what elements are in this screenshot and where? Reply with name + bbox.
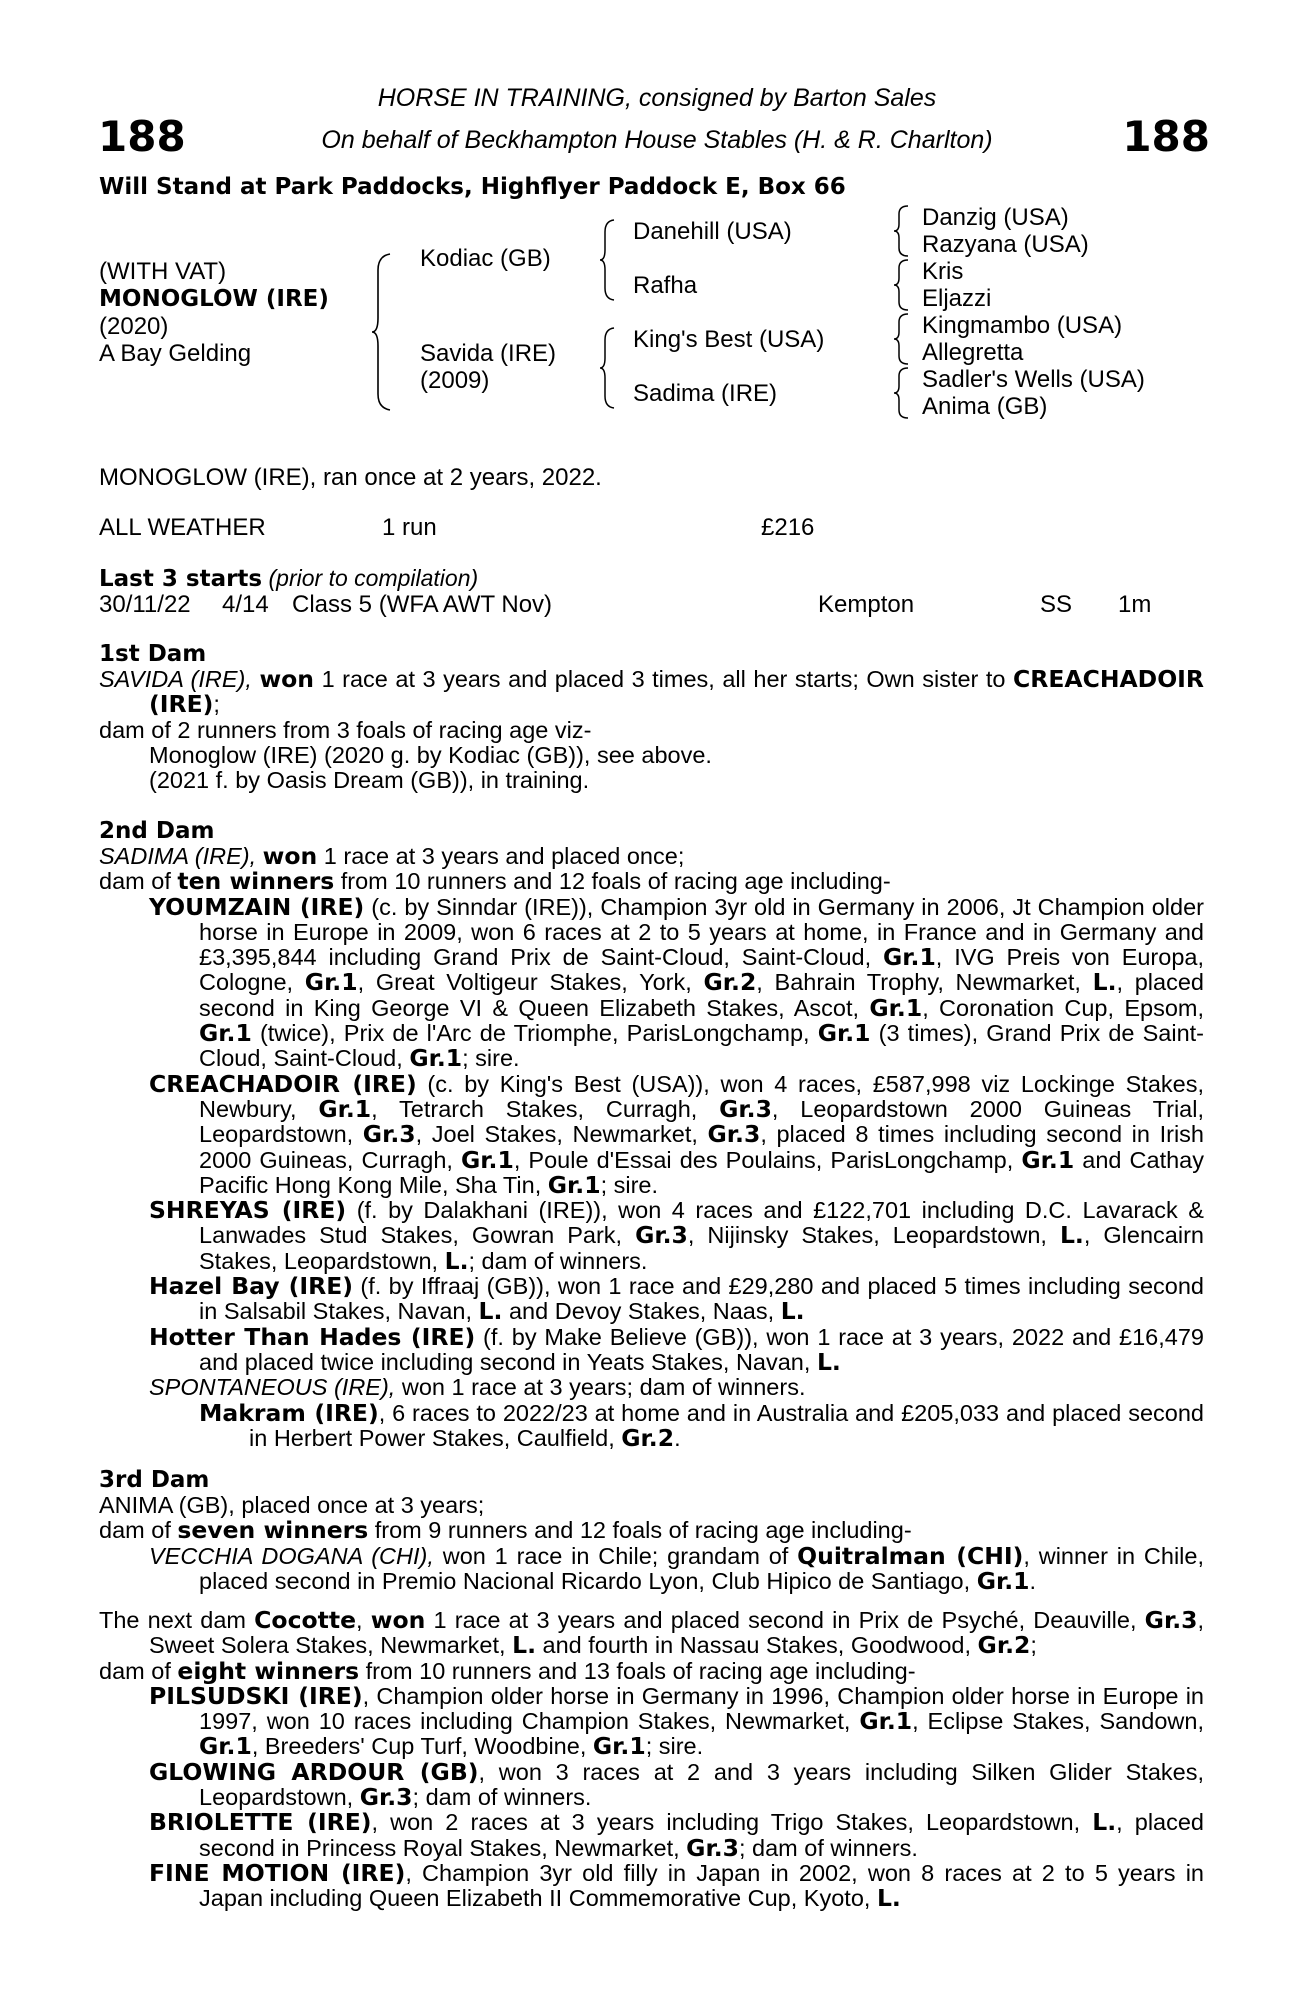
start-position: 4/14 [222,591,269,618]
start-distance: 1m [1118,591,1152,618]
start-going: SS [1040,591,1073,618]
third-dam-heading: 3rd Dam [99,1467,210,1493]
start-course: Kempton [818,591,915,618]
dam-sire: King's Best (USA) [633,326,825,353]
pedigree-brace-sire [598,218,618,302]
horse-description: A Bay Gelding [99,340,252,367]
pedigree-brace-main [370,252,394,412]
pedigree-dds: Sadler's Wells (USA) [922,366,1145,393]
pedigree-brace-2 [892,258,912,312]
race-summary: MONOGLOW (IRE), ran once at 2 years, 2022. [99,464,602,491]
pedigree-sds: Kris [922,258,964,285]
pedigree-ddd: Anima (GB) [922,393,1048,420]
last-starts-heading: Last 3 starts (prior to compilation) [99,565,479,592]
progeny-hazel-bay: Hazel Bay (IRE) (f. by Iffraaj (GB)), won 1 race and £29,280 and placed 5 times including second in Salsabil Stakes, Navan, L. and Devoy Stakes, Naas, L. [149,1272,1204,1326]
third-dam-text: ANIMA (GB), placed once at 3 years; dam of seven winners from 9 runners and 12 foals of racing age including- VECCHIA DOGANA (CHI), won 1 race in Chile; grandam of Quitralman (CHI), winner in Chile, placed second in Premio Nacional Ricardo Lyon, Club Hipico de Santiago, Gr.1. [99,1492,1204,1595]
stand-location: Will Stand at Park Paddocks, Highflyer Paddock E, Box 66 [99,174,846,200]
progeny-youmzain: YOUMZAIN (IRE) (c. by Sinndar (IRE)), Champion 3yr old in Germany in 2006, Jt Champion older horse in Europe in 2009, won 6 races at 2 to 5 years at home, in France and in Germany and £3,395,844 including Grand Prix de Saint-Cloud, Saint-Cloud, Gr.1, IVG Preis von Europa, Cologne, Gr.1, Great Voltigeur Stakes, York, Gr.2, Bahrain Trophy, Newmarket, L., placed second in King George VI & Queen Elizabeth Stakes, Ascot, Gr.1, Coronation Cup, Epsom, Gr.1 (twice), Prix de l'Arc de Triomphe, ParisLongchamp, Gr.1 (3 times), Grand Prix de Saint-Cloud, Saint-Cloud, Gr.1; sire. [149,892,1205,1073]
dam: Savida (IRE) [420,340,557,367]
vat-note: (WITH VAT) [99,258,227,285]
progeny-shreyas: SHREYAS (IRE) (f. by Dalakhani (IRE)), won 4 races and £122,701 including D.C. Lavarack & Lanwades Stud Stakes, Gowran Park, Gr.3, Nijinsky Stakes, Leopardstown, L., Glencairn Stakes, Leopardstown, L.; dam of winners. [149,1196,1204,1275]
horse-name: MONOGLOW (IRE) [99,286,329,312]
sire: Kodiac (GB) [420,245,551,272]
record-surface: ALL WEATHER [99,514,266,541]
pedigree-dsd: Allegretta [922,339,1024,366]
progeny-creachadoir: CREACHADOIR (IRE) (c. by King's Best (USA)), won 4 races, £587,998 viz Lockinge Stakes, Newbury, Gr.1, Tetrarch Stakes, Curragh, Gr.3, Leopardstown 2000 Guineas Trial, Leopardstown, Gr.3, Joel Stakes, Newmarket, Gr.3, placed 8 times including second in Irish 2000 Guineas, Curragh, Gr.1, Poule d'Essai des Poulains, ParisLongchamp, Gr.1 and Cathay Pacific Hong Kong Mile, Sha Tin, Gr.1; sire. [149,1069,1204,1199]
progeny-hotter-than-hades: Hotter Than Hades (IRE) (f. by Make Believe (GB)), won 1 race at 3 years, 2022 and £16,479 and placed twice including second in Yeats Stakes, Navan, L. [149,1322,1204,1376]
lot-number-left: 188 [98,112,186,161]
vendor-line: On behalf of Beckhampton House Stables (H. & R. Charlton) [321,126,993,154]
pedigree-sss: Danzig (USA) [922,204,1069,231]
record-earnings: £216 [761,514,815,541]
progeny-briolette: BRIOLETTE (IRE), won 2 races at 3 years including Trigo Stakes, Leopardstown, L., placed second in Princess Royal Stakes, Newmarket, Gr.3; dam of winners. [149,1808,1204,1862]
pedigree-brace-dam [598,326,618,410]
pedigree-brace-1 [892,204,912,258]
progeny-pilsudski: PILSUDSKI (IRE), Champion older horse in Germany in 1996, Champion older horse in Europe in 1997, won 10 races including Champion Stakes, Newmarket, Gr.1, Eclipse Stakes, Sandown, Gr.1, Breeders' Cup Turf, Woodbine, Gr.1; sire. [149,1681,1204,1761]
first-dam-text: SAVIDA (IRE), won 1 race at 3 years and placed 3 times, all her starts; Own sister to CREACHADOIR (IRE); dam of 2 runners from 3 foals of racing age viz- Monoglow (IRE) (2020 g. by Kodiac (GB)), see above. (2021 f. by Oasis Dream (GB)), in training. [99,665,1205,794]
pedigree-brace-3 [892,312,912,366]
progeny-vecchia-dogana: VECCHIA DOGANA (CHI), won 1 race in Chile; grandam of Quitralman (CHI), winner in Chile, placed second in Premio Nacional Ricardo Lyon, Club Hipico de Santiago, Gr.1. [149,1541,1204,1595]
dam-year: (2009) [420,367,490,394]
lot-number-right: 188 [1122,112,1210,161]
second-dam-text: SADIMA (IRE), won 1 race at 3 years and placed once; dam of ten winners from 10 runners and 12 foals of racing age including- YOUMZAIN (IRE) (c. by Sinndar (IRE)), Champion 3yr old in Germany in 2006, Jt Champion older horse in Europe in 2009, won 6 races at 2 to 5 years at home, in France and in Germany and £3,395,844 including Grand Prix de Saint-Cloud, Saint-Cloud, Gr.1, IVG Preis von Europa, Cologne, Gr.1, Great Voltigeur Stakes, York, Gr.2, Bahrain Trophy, Newmarket, L., placed second in King George VI & Queen Elizabeth Stakes, Ascot, Gr.1, Coronation Cup, Epsom, Gr.1 (twice), Prix de l'Arc de Triomphe, ParisLongchamp, Gr.1 (3 times), Grand Prix de Saint-Cloud, Saint-Cloud, Gr.1; sire. CREACHADOIR (IRE) (c. by King's Best (USA)), won 4 races, £587,998 viz Lockinge Stakes, Newbury, Gr.1, Tetrarch Stakes, Curragh, Gr.3, Leopardstown 2000 Guineas Trial, Leopardstown, Gr.3, Joel Stakes, Newmarket, Gr.3, placed 8 times including second in Irish 2000 Guineas, Curragh, Gr.1, Poule d'Essai des Poulains, ParisLongchamp, Gr.1 and Cathay Pacific Hong Kong Mile, Sha Tin, Gr.1; sire. SHREYAS (IRE) (f. by Dalakhani (IRE)), won 4 races and £122,701 including D.C. Lavarack & Lanwades Stud Stakes, Gowran Park, Gr.3, Nijinsky Stakes, Leopardstown, L., Glencairn Stakes, Leopardstown, L.; dam of winners. Hazel Bay (IRE) (f. by Iffraaj (GB)), won 1 race and £29,280 and placed 5 times including second in Salsabil Stakes, Navan, L. and Devoy Stakes, Naas, L. Hotter Than Hades (IRE) (f. by Make Believe (GB)), won 1 race at 3 years, 2022 and £16,479 and placed twice including second in Yeats Stakes, Navan, L. SPONTANEOUS (IRE), won 1 race at 3 years; dam of winners. Makram (IRE), 6 races to 2022/23 at home and in Australia and £205,033 and placed second in Herbert Power Stakes, Caulfield, Gr.2. [99,842,1205,1452]
sire-sire: Danehill (USA) [633,218,792,245]
consignor-line: HORSE IN TRAINING, consigned by Barton Sales [377,84,937,112]
progeny-fine-motion: FINE MOTION (IRE), Champion 3yr old filly in Japan in 2002, won 8 races at 2 to 5 years in Japan including Queen Elizabeth II Commemorative Cup, Kyoto, L. [149,1858,1204,1913]
progeny-spontaneous: SPONTANEOUS (IRE), won 1 race at 3 years; dam of winners. [149,1374,806,1401]
start-race: Class 5 (WFA AWT Nov) [292,591,553,618]
start-date: 30/11/22 [99,591,191,618]
first-dam-heading: 1st Dam [99,641,207,667]
record-runs: 1 run [382,514,437,541]
dam-dam: Sadima (IRE) [633,380,778,407]
sire-dam: Rafha [633,272,698,299]
pedigree-sdd: Eljazzi [922,285,992,312]
progeny-glowing-ardour: GLOWING ARDOUR (GB), won 3 races at 2 and 3 years including Silken Glider Stakes, Leopardstown, Gr.3; dam of winners. [149,1757,1205,1812]
horse-year: (2020) [99,313,169,340]
second-dam-heading: 2nd Dam [99,818,215,844]
pedigree-ssd: Razyana (USA) [922,231,1089,258]
pedigree-dss: Kingmambo (USA) [922,312,1123,339]
pedigree-brace-4 [892,366,912,420]
next-dam-text: The next dam Cocotte, won 1 race at 3 years and placed second in Prix de Psyché, Deauville, Gr.3, Sweet Solera Stakes, Newmarket, L. and fourth in Nassau Stakes, Goodwood, Gr.2; dam of eight winners from 10 runners and 13 foals of racing age including- PILSUDSKI (IRE), Champion older horse in Germany in 1996, Champion older horse in Europe in 1997, won 10 races including Champion Stakes, Newmarket, Gr.1, Eclipse Stakes, Sandown, Gr.1, Breeders' Cup Turf, Woodbine, Gr.1; sire. GLOWING ARDOUR (GB), won 3 races at 2 and 3 years including Silken Glider Stakes, Leopardstown, Gr.3; dam of winners. BRIOLETTE (IRE), won 2 races at 3 years including Trigo Stakes, Leopardstown, L., placed second in Princess Royal Stakes, Newmarket, Gr.3; dam of winners. FINE MOTION (IRE), Champion 3yr old filly in Japan in 2002, won 8 races at 2 to 5 years in Japan including Queen Elizabeth II Commemorative Cup, Kyoto, L. [99,1606,1205,1913]
progeny-makram: Makram (IRE), 6 races to 2022/23 at home and in Australia and £205,033 and placed second in Herbert Power Stakes, Caulfield, Gr.2. [199,1398,1204,1452]
